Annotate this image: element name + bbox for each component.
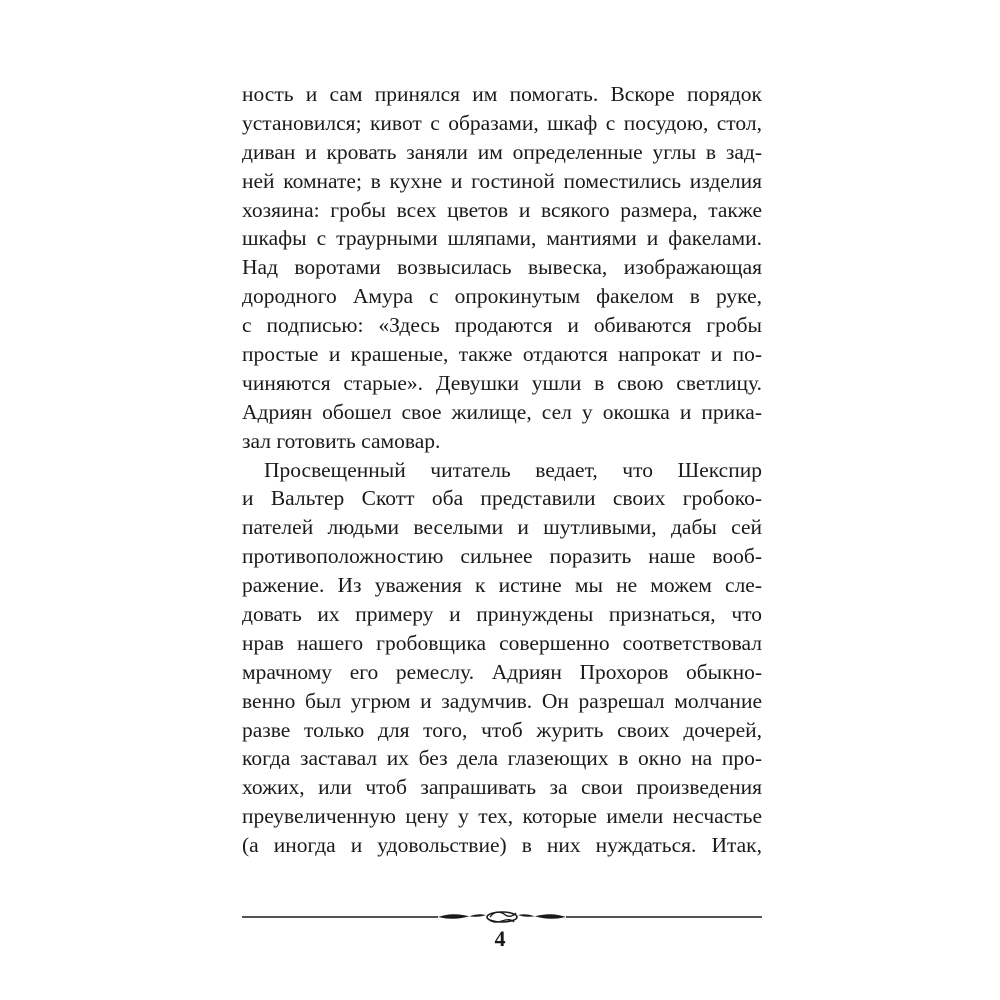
text-line: мрачному его ремеслу. Адриян Прохоров обыкно- xyxy=(242,659,762,684)
text-line: когда заставал их без дела глазеющих в окно на про- xyxy=(242,746,762,771)
text-line: Просвещенный читатель ведает, что Шекспир xyxy=(264,457,762,482)
text-line: нрав нашего гробовщика совершенно соответствовал xyxy=(242,630,762,655)
text-line: дородного Амура с опрокинутым факелом в руке, xyxy=(242,284,762,309)
text-line: ражение. Из уважения к истине мы не можем сле- xyxy=(242,573,762,598)
text-line: ней комнате; в кухне и гостиной поместились изделия xyxy=(242,168,762,193)
text-line: преувеличенную цену у тех, которые имели несчастье xyxy=(242,804,762,829)
divider-flourish-right xyxy=(518,914,566,919)
text-line: пателей людьми веселыми и шутливыми, дабы сей xyxy=(242,515,762,540)
text-line: Адриян обошел свое жилище, сел у окошка и прика- xyxy=(242,399,762,424)
page-number: 4 xyxy=(494,926,506,951)
text-line: противоположностию сильнее поразить наше вооб- xyxy=(242,544,762,569)
text-line: с подписью: «Здесь продаются и обиваются гробы xyxy=(242,313,762,338)
text-line: венно был угрюм и задумчив. Он разрешал молчание xyxy=(242,688,762,713)
divider-flourish-left xyxy=(438,914,486,919)
text-line: разве только для того, чтоб журить своих дочерей, xyxy=(242,717,762,742)
text-line: и Вальтер Скотт оба представили своих гробоко- xyxy=(242,486,762,511)
text-line: простые и крашеные, также отдаются напрокат и по- xyxy=(242,342,762,367)
paragraph-2 xyxy=(242,456,762,860)
text-line: довать их примеру и принуждены признаться, что xyxy=(242,602,762,627)
text-line: хожих, или чтоб запрашивать за свои произведения xyxy=(242,775,762,800)
text-line: шкафы с траурными шляпами, мантиями и факелами. xyxy=(242,226,762,251)
paragraph-1 xyxy=(242,80,762,456)
text-line: (а иногда и удовольствие) в них нуждаться. Итак, xyxy=(242,833,762,858)
text-line: диван и кровать заняли им определенные углы в зад- xyxy=(242,139,762,164)
text-line: установился; кивот с образами, шкаф с посудою, стол, xyxy=(242,110,762,135)
text-line: хозяина: гробы всех цветов и всякого размера, также xyxy=(242,197,762,222)
body-text xyxy=(242,80,762,860)
ornamental-divider xyxy=(242,907,762,927)
text-line: зал готовить самовар. xyxy=(242,428,441,453)
text-line: Над воротами возвысилась вывеска, изображающая xyxy=(242,255,762,280)
text-line: ность и сам принялся им помогать. Вскоре порядок xyxy=(242,82,762,106)
text-line: чиняются старые». Девушки ушли в свою светлицу. xyxy=(242,370,762,395)
